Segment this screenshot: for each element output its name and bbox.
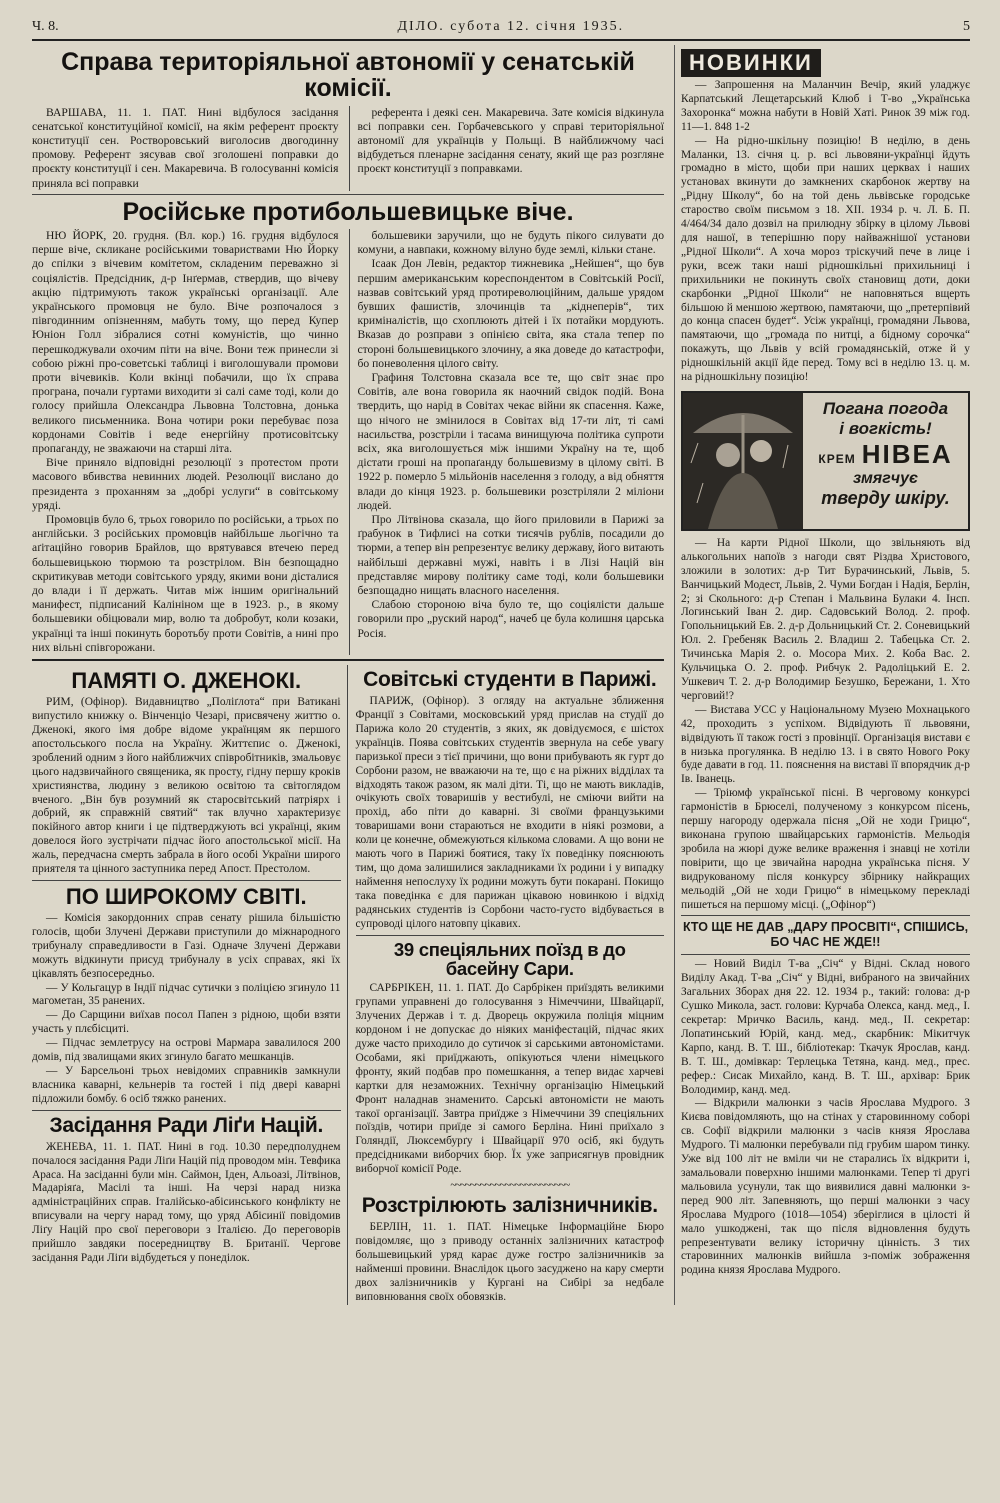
news-item: — На рідно-шкільну позицію! В неділю, в день Маланки, 13. січня ц. р. всі львовяни-українці йдуть громадно в місто, щоби при наших церквах і наших установах вкинути до замкнених скарбонок жертву на „Рідну Школу“, бо на той день львівське городське староство своїм письмом з 18. XII. 1934 р. ч. Л. Б. П. 4/464/34 дало дозвіл на прилюдну збірку в цілому Львові для нашої, в теперішню пору найважнішої установи „Рідної Школи“. А хоча мороз тріскучий пече в лице і руки, всеж таки наші рідношкільні прихильниці і прихильники не покинуть своїх становищ доти, доки скарбонки „Рідної Школи“ не наповняться вщерть більшою й меншою жертвою, памятаючи, що „претерпівий до конца спасен будет“. Усіж українці, громадяни Львова, памятаючи, що „громада по нитці, а бідному сорочка“ покажуть, що Львів у всій громадянській, отже й у рідношкільній акції йде перед. Тому всі в неділю 13. ц. м. на рідношкільну позицію! xyxy=(681,134,970,384)
article-railway-text: БЕРЛІН, 11. 1. ПАТ. Німецьке Інформаційне Бюро повідомляє, що з приводу останніх залізничних катастроф большевицький уряд карає дуже гостро залізничників за найменші провини. Внаслідок цього засуджено на кару смерти двох залізничників у Кургані на Сибірі за недбале виповнювання своїх обовязків. xyxy=(355,1221,664,1303)
news-item: — Комісія закордонних справ сенату рішила більшістю голосів, щоби Злучені Держави приступили до міжнародного трибуналу справедливости в Газі. Одначе Злучені Держави можуть відкинути присуд трибуналу в усіх справах, які їх цікавлять безпосередньо. xyxy=(32,912,341,980)
main-columns xyxy=(32,45,664,1305)
article-paragraph: Віче приняло відповідні резолюції з протестом проти масового вбивства невинних людей. Резолюції вислано до президента з проханням за „добрі услуги“ в совітському уряді. xyxy=(32,456,339,512)
umbrella-figure-icon xyxy=(683,393,803,529)
article-students-text: ПАРИЖ, (Офінор). З огляду на актуальне зближення Франції з Совітами, московський уряд прислав на студії до Парижа коло 20 студентів, з яких, як довідуємося, є шістох українців. Поява совітських студентів звернула на себе увагу паризької преси з тієї причини, що вони прибувають як гурт до Сорбони разом, не вважаючи на те, що є на ріжних відділах та відходять також разом, як малі діти. Ті, що не мають викладів, очікують своїх товаришів у вестибулі, не сміючи вийти на прохід, або піти до каварні. Зі своїми французькими товаришами вони стараються не входити в ніякі розмови, а коли це конечне, обмежуються кількома словами. А що вони не мають чого в Парижі боятися, таку їх поведінку пояснюють тим, що дома залишилися закладниками їх родини і у випадку наймення непослуху їх родини можуть бути покарані. Покищо така поведінка є для парижан цікавою новинкою і відхід радянських студентів із Сорбони часто-густо відбувається в супроводі цілого натовпу цікавих. xyxy=(355,695,664,930)
news-item: — До Сарщини виїхав посол Папен з рідною, щоби взяти участь у плєбісциті. xyxy=(32,1009,341,1036)
article-railway-title: Розстрілюють залізничників. xyxy=(361,1194,658,1218)
lower-left-column xyxy=(32,665,348,1304)
news-item: — Відкрили малюнки з часів Ярослава Мудрого. З Києва повідомляють, що на стінах у старовинному соборі св. Софії відкрили малюнки з часів князя Ярослава Мудрого. Ті малюнки перебували під грубим шаром тинку. Уже від 100 літ не вміли чи не старались їх відкрити і, замальовали поверхню іншими малюнками. Тепер ті другі мальовила усунули, так що виявилися давні малюнки з-перед 900 літ. Запевняють, що перші малюнки з часу Ярослава Мудрого (1018—1054) зберіглися в цілості й мало ушкоджені, так що після відновлення будуть репрезентувати велику історичну цінність. З тих старовинних малюнків вийшла з-поміж зображення родина князя Ярослава Мудрого. xyxy=(681,1097,970,1277)
novynky-heading: НОВИНКИ xyxy=(681,49,821,77)
divider-ornament: ~~~~~~~~~~~~~~~~~~~~~~~~ xyxy=(450,1179,570,1192)
news-item: — Підчас землетрусу на острові Мармара завалилося 200 домів, під звалищами яких згинуло багато мешканців. xyxy=(32,1037,341,1064)
page-number-left: Ч. 8. xyxy=(32,19,59,34)
article-dzhenoki-title: ПАМЯТІ О. ДЖЕНОКІ. xyxy=(71,668,302,694)
article-anti-bolshevik xyxy=(32,229,664,655)
paper-date-line: ДІЛО. субота 12. січня 1935. xyxy=(397,19,625,34)
article-anti-bolshevik-title: Російське протибольшевицьке віче. xyxy=(122,197,574,226)
news-item: — На карти Рідної Школи, що звільняють від алькогольних напоїв з нагоди свят Різдва Христового, зложили в золотих: д-р Тит Бурачинський, Львів, 5. Ванчицький Модест, Львів, 2. Чуми Богдан і Надія, Берлін, 2; зі Скольного: д-р Степан і Мальвина Булаки 4. Інсп. Логинський Іван 2. дир. Садовський Волод. 2. проф. Гопольницький Ев. 2. д-р Дольницький Ст. 2. Соневицький Юл. 2. Гребеняк Василь 2. Владиш 2. Табецька Ст. 2. Тичинська Марія 2. о. Мосора Мих. 2. Коба Вас. 2. Кульчицька О. 2. проф. Рибчук 2. Радоліцький Е. 2. Ушкевич Т. 2. д-р Володимир Безушко, Бережани, 1. Хто черговий!? xyxy=(681,536,970,702)
article-paragraph: Промовців було 6, трьох говорило по російськи, а трьох по англійськи. З російських промовців найбільше льогічно та аґітаційно говорив Брайлов, що врятувався втечею перед большевицькою тюрмою та розстрілом. Він безпощадно скритикував методи совітського уряду, якими вони дісталися до влади і її держать. Читав між іншим оригінальний манифест, підписаний Калініном ще в 1923. р., в якому большевики обіцювали мир, волю та добробут, коли козаки, українці та інші покинуть боротьбу проти Совітів, а нині про них вільні співгорожани. xyxy=(32,513,339,654)
masthead xyxy=(32,18,970,41)
news-item: — У Кольгацур в Індії підчас сутички з поліцією згинуло 11 магометан, 35 ранених. xyxy=(32,981,341,1008)
news-item: — Вистава УСС у Національному Музею Мохнацького 42, проходить з успіхом. Відвідують її львовяни, відвідують її також гості з провінції. Організація вистави є в низька прогулянка. В неділю 13. і в свято Нового Року буде давати в год. 11. пояснення на виставі її впорядчик д-р Ів. Іванець. xyxy=(681,703,970,786)
article-paragraph: Про Літвінова сказала, що його приловили в Парижі за ґрабунок в Тифлисі на сотки тисячів рублів, посадили до тюрми, а тепер він репрезентує велику державу, його витають найбільші державні мужі, навіть і в Лізі Націй він представляє мирову політику саме тоді, коли большевики безпощадно нищать власного населення. xyxy=(357,513,664,598)
article-saar-title: 39 спеціяльних поїзд в до басейну Сари. xyxy=(393,938,626,979)
ad-line-weather: Погана погода xyxy=(822,398,949,418)
article-world-title: ПО ШИРОКОМУ СВІТІ. xyxy=(65,883,307,909)
news-item: — Тріюмф української пісні. В черговому конкурсі гармоністів в Брюселі, полученому з конкурсом пісень, першу нагороду одержала пісня „Ой не ходи Грицю“, виконана групою швайцарських гармоністів. Мельодія зробила на жюрі дуже велике враження і знавці не хотіли повірити, що це звичайна народна українська пісня. У видрукованому після конкурсу збірнику найкращих мельодій „Ой не ходи Грицю“ в німецькому перекладі пишеться на першому місці. („Офінор“) xyxy=(681,787,970,911)
news-item: — Запрошення на Маланчин Вечір, який уладжує Карпатський Лещетарський Клюб і Т-во „Українська Захоронка“ можна набути в Новій Хаті. Ринок 39 між год. 11—1. 848 1-2 xyxy=(681,79,970,133)
article-dzhenoki-text: РИМ, (Офінор). Видавництво „Поліґлота“ при Ватикані випустило книжку о. Вінченціо Чезарі, присвячену життю о. Дженокі, якого імя добре відоме українцям як першого апостольського посла на Україну. Життєпис о. Дженокі, зроблений одним з його найближчих співробітників, змальовує цього надзвичайного священика, як просту, гідну першу кроків християнства, людину з великою освітою та світоглядом вченого. „Він був розумний як старосвітський патріярх і добрий, як справжній святий“ так влучно характеризує покійного автор книги і це підтверджують всі українці, яким довелося його зустрічати підчас його апостольської місії. На жаль, передчасна смерть забрала в його особі України широго приятеля та цінного заступника перед Апост. Престолом. xyxy=(32,696,341,876)
prosvita-appeal: КТО ЩЕ НЕ ДАВ „ДАРУ ПРОСВІТІ“, СПІШИСЬ, БО ЧАС НЕ ЖДЕ!! xyxy=(682,920,969,950)
news-item: — Новий Виділ Т-ва „Січ“ у Відні. Склад нового Виділу Акад. Т-ва „Січ“ у Відні, вибраного на звичайних Загальних Зборах дня 22. 12. 1934 р., такий: голова: д-р Сушко Микола, заст. голови: Курчаба Олекса, канд. мед., І. секретар: Мричко Василь, канд. мед., II. секретар: Лопатинський Юрій, канд. мед., скарбник: Мікитчук Карпо, канд. В. Т. Ш., бібліотекар: Ткачук Ярослав, канд. В. Т. Ш., домівкар: Терлецька Тетяна, канд. мед., прес. рефер.: Сисак Михайло, канд. В. Т. Ш., архівар: Брик Володимир, канд. мед. xyxy=(681,958,970,1096)
article-league-title: Засідання Ради Ліґи Націй. xyxy=(49,1113,324,1137)
news-item: — У Барсельоні трьох невідомих справників замкнули власника каварні, кельнерів та гостей і під двері каварні підложили бомбу. 6 осіб тяжко ранених. xyxy=(32,1065,341,1105)
nivea-advertisement xyxy=(681,391,970,531)
ad-krem-label: КРЕМ xyxy=(818,451,856,466)
article-autonomy-title: Справа територіяльної автономії у сенатській комісії. xyxy=(61,48,635,103)
ad-line-skin: тверду шкіру. xyxy=(821,487,950,508)
article-students-title: Совітські студенти в Парижі. xyxy=(363,668,657,692)
article-autonomy-text-left: ВАРШАВА, 11. 1. ПАТ. Нині відбулося засідання сенатської конституційної комісії, на якім референт проєкту конституції сен. Ростворовський виголосив двогодинну промову. Референт зясував свої зголошені поправки до проєкту конституції і сен. Макаревича. В голосуванні комісія приняла всі поправки xyxy=(32,105,339,190)
ad-line-softens: змягчує xyxy=(853,469,918,487)
article-paragraph: Ісаак Дон Левін, редактор тижневика „Нейшен“, що був першим американським кореспондентом в Совітській Росії, назвав совітський уряд протиреволюційним, дальше урядом бувших фашистів, злочинців та „кіднеперів“, тих криміналістів, що схоплюють дітей і їх потайки мордують. Вказав до розправи з опінією світа, яка стала тепер по стороні большевицького злочину, а яка доведе до катастрофи, бо поневолення цілого світу. xyxy=(357,257,664,370)
article-paragraph: НЮ ЙОРК, 20. грудня. (Вл. кор.) 16. грудня відбулося перше віче, скликане російськими товариствами Ню Йорку до спілки з вічевим комітетом, складеним переважно зі соціялістів. Предсідник, д-р Інґермав, ствердив, що вічеву акцію підтримують також українські організації. Але українського промовця не було. Віче розпочалося з півгодинним опізненням, мабуть тому, що перед Купер Юніон Голл зібралися сотні комуністів, що чинно перешкоджували охочим піти на віче. Вони теж принесли зі собою ріжні про-советські таблиці і виголошували промови проти вічевиків. Коли вкінці побачили, що їх справа програна, почали гуртами виходити зі салі саме тоді, коли до голосу прийшла Олександра Львовна Толстовна, донька великого письменника. Вона чотири роки перебуває поза кордонами Совітів і веде енергійну протисовітську пропаганду, не зважаючи на старші літа. xyxy=(32,228,339,456)
article-paragraph: Графиня Толстовна сказала все те, що світ знає про Совітів, але вона говорила як наочний свідок подій. Вона твердить, що нарід в Совітах чекає війни як спасення. Каже, що нічого не змінилося в Совітах від 17-ти літ, ті самі насильства, розстріли і тасама винищуюча політика супроти всіх, яка виголошується між іншими Україну на те, щоб дістати гроші на пропаґанду большевизму в цілому світі. В 1922 р. померло 5 мільйонів населення з голоду, а від обняття влади до кінця 1923. р. большевики розстріляли 2 міліони людей. xyxy=(357,371,664,512)
rain-figure-illustration xyxy=(683,393,803,529)
article-paragraph: Слабою стороною віча було те, що соціялісти дальше говорили про „руский народ“, начеб це була колишня царська Росія. xyxy=(357,598,664,640)
article-world xyxy=(32,912,341,1107)
ad-brand: НІВЕА xyxy=(861,438,953,469)
news-column xyxy=(674,45,970,1305)
article-paragraph: большевики заручили, що не будуть пікого силувати до комуни, а навпаки, кожному вілуно буде землі, кільки стане. xyxy=(357,228,664,257)
article-autonomy xyxy=(32,106,664,191)
article-autonomy-text-right: референта і деякі сен. Макаревича. Зате комісія відкинула всі поправки сен. Горбачевського у справі територіяльної автономії для українців у Польщі. В найближчому часі відбудеться пленарне засідання сенату, який ще раз розгляне проєкт конституції з поправками. xyxy=(357,105,664,176)
article-league-text: ЖЕНЕВА, 11. 1. ПАТ. Нині в год. 10.30 передполуднем почалося засідання Ради Ліґи Націй під проводом мін. Тевфика Араса. На засіданні були мін. Саймон, Іден, Альоазі, Літвінов, Мадаріяґа, Масілі та інші. На черзі нарад низка адміністраційних справ. Італійсько-абісинського конфлікту не вписували на чергу нарад тому, що уряд Абісинії повідомив Ліґу Націй про свої переговори з Італією. До переговорів прийшло завдяки посередництву В. Британії. Чергове засідання Ради Ліґи відбудеться у понеділок. xyxy=(32,1140,341,1265)
page-number-right: 5 xyxy=(962,19,970,34)
ad-line-damp: і вогкість! xyxy=(839,418,932,438)
article-saar-text: САРБРІКЕН, 11. 1. ПАТ. До Сарбрікен приїздять великими групами управнені до голосування з Німеччини, Швайцарії, Злучених Держав і т. д. Дворець окружила поліція міцним кордоном і не допускає до ніяких маніфестацій, підчас яких дуже часто приходило до сутичок зі сарськими автономістами. Особами, які приїджають, опікуються члени німецького фронту, який подбав про помешкання, а тепер видає харчеві картки для незаможних. Технічну організацію Німецький Фронт наладнав знаменито. Сарські автономісти не мають такої організації. Завтра приїдже з Німеччини 39 спеціяльних поїздів, чотири приїде зі самого Берліна. Нині приїхало з Голяндії, Люксембурґу і Швайцарії 970 осіб, які будуть предсідниками виборчих бюр. Їх уже заприсягнув провідник виборчої комісії Роде. xyxy=(355,982,664,1176)
lower-right-column xyxy=(348,665,665,1304)
